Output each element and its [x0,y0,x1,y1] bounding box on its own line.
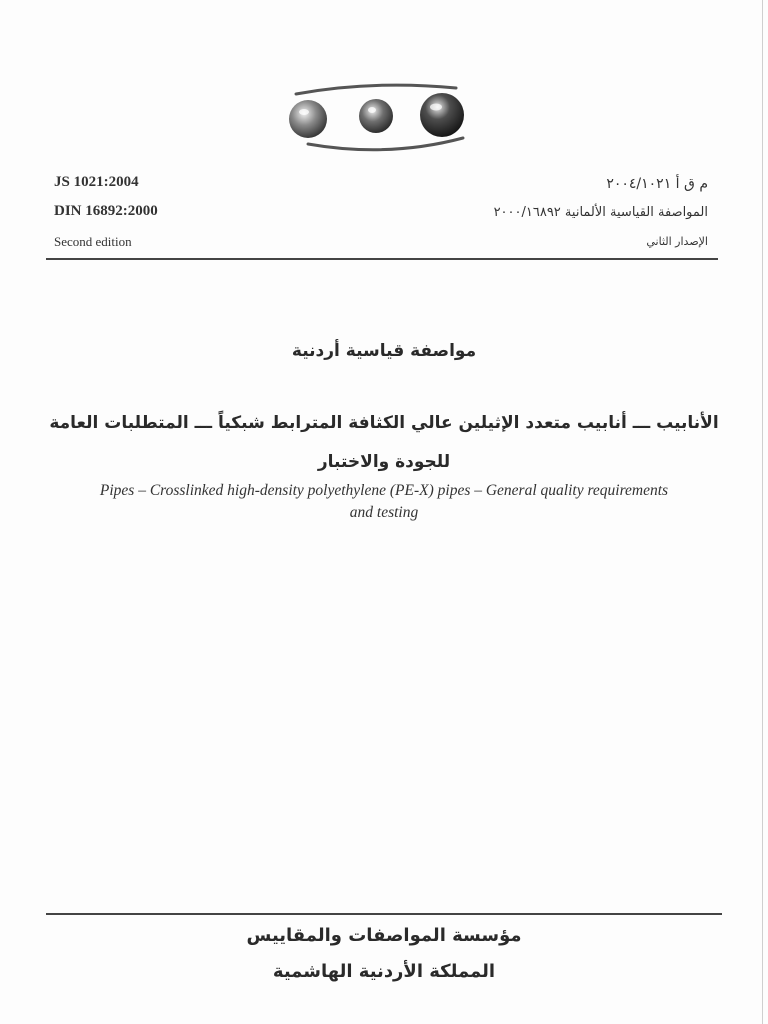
js-standard-code: JS 1021:2004 [54,174,139,190]
title-arabic-line-1: الأنابيب ـــ أنابيب متعدد الإثيلين عالي الكثافة المترابط شبكياً ـــ المتطلبات العامة [49,413,719,433]
title-english-line-2: and testing [349,504,419,521]
edition-label-arabic: الإصدار الثاني [646,235,708,248]
standard-type-arabic: مواصفة قياسية أردنية [291,341,477,361]
header-divider [46,258,718,260]
footer-divider [46,913,722,915]
title-english-line-1: Pipes – Crosslinked high-density polyethylene (PE-X) pipes – General quality requirements [99,482,669,499]
js-standard-code-arabic: م ق أ ٢٠٠٤/١٠٢١ [606,176,708,192]
title-arabic-line-2: للجودة والاختبار [317,452,451,472]
three-spheres-logo-icon [278,82,478,160]
organization-name-arabic: مؤسسة المواصفات والمقاييس [246,925,522,946]
country-name-arabic: المملكة الأردنية الهاشمية [272,961,496,982]
din-standard-code: DIN 16892:2000 [54,203,158,219]
din-standard-code-arabic: المواصفة القياسية الألمانية ٢٠٠٠/١٦٨٩٢ [493,205,708,220]
edition-label: Second edition [54,234,132,249]
